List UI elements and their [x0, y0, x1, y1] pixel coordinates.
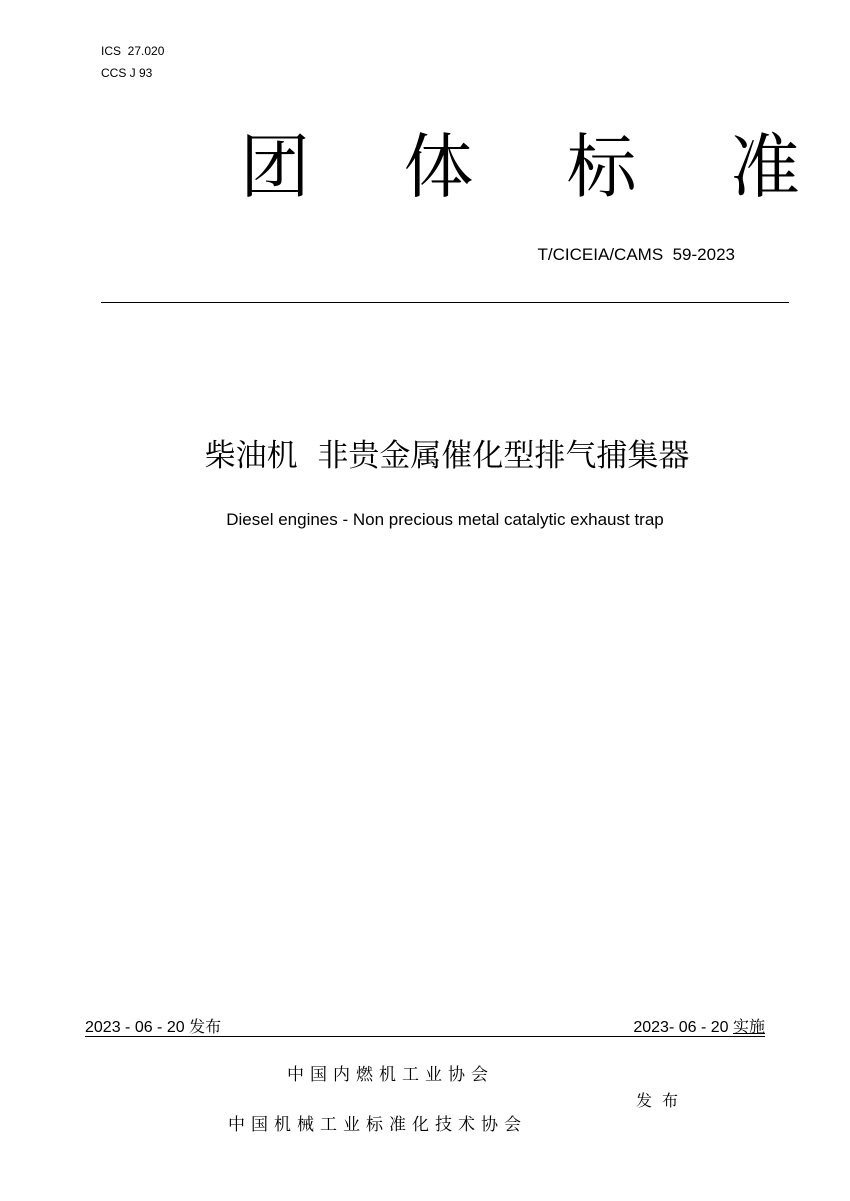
publish-date — [85, 1017, 221, 1038]
implement-label: 实施 — [732, 1017, 765, 1036]
title-chinese: 柴油机 非贵金属催化型排气捕集器 — [204, 438, 690, 474]
issued-label: 发布 — [636, 1091, 689, 1110]
dates-divider — [85, 1036, 765, 1037]
implement-date-value: 2023- 06 - 20 — [633, 1019, 733, 1036]
header-divider — [101, 302, 789, 303]
implement-date — [633, 1017, 765, 1038]
publish-date-value: 2023 - 06 - 20 — [85, 1019, 190, 1036]
ics-code: ICS 27.020 — [101, 44, 165, 58]
issuer-org-2: 中国机械工业标准化技术协会 — [228, 1115, 527, 1135]
ccs-code: CCS J 93 — [101, 66, 153, 80]
doc-type-char: 准 — [729, 126, 800, 208]
doc-type-char: 团 — [240, 126, 310, 208]
document-type-heading — [240, 127, 800, 207]
dates-row — [85, 1017, 765, 1037]
title-english: Diesel engines - Non precious metal catalytic exhaust trap — [226, 510, 664, 529]
publish-label: 发布 — [189, 1017, 222, 1036]
issuer-org-1: 中国内燃机工业协会 — [287, 1065, 494, 1085]
standard-number: T/CICEIA/CAMS 59-2023 — [537, 245, 735, 264]
doc-type-char: 标 — [566, 126, 637, 208]
doc-type-char: 体 — [403, 126, 474, 208]
